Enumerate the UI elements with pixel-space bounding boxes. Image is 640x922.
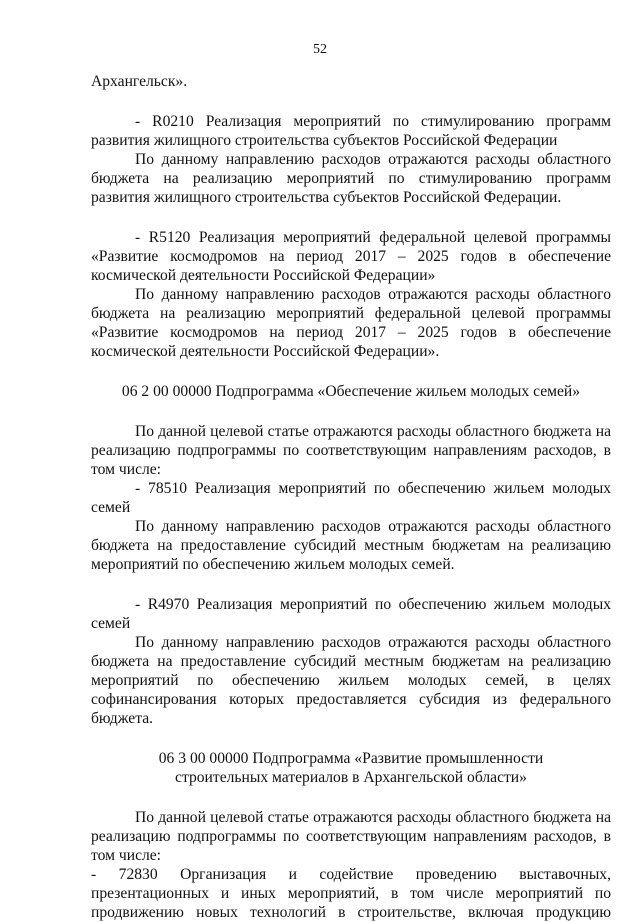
text-line: - 72830 Организация и содействие проведению выставочных, xyxy=(91,866,611,883)
text-line: развития жилищного строительства субъектов Российской Федерации. xyxy=(91,189,562,206)
text-line: космической деятельности Российской Федерации» xyxy=(91,267,436,284)
text-line: реализацию подпрограммы по соответствующим направлениям расходов, в xyxy=(91,442,611,459)
section-heading: строительных материалов в Архангельской области» xyxy=(175,769,527,786)
text-line: мероприятий по обеспечению жильем молодых семей. xyxy=(91,556,455,573)
text-line: Архангельск». xyxy=(91,73,188,90)
text-line: том числе: xyxy=(91,461,162,478)
text-line: реализацию подпрограммы по соответствующим направлениям расходов, в xyxy=(91,828,611,845)
text-line: том числе: xyxy=(91,847,162,864)
text-line: «Развитие космодромов на период 2017 – 2025 годов в обеспечение xyxy=(91,248,611,265)
text-line: бюджета на реализацию мероприятий федеральной целевой программы xyxy=(91,305,611,322)
text-line: космической деятельности Российской Федерации». xyxy=(91,343,440,360)
text-line: семей xyxy=(91,499,131,516)
text-line: По данному направлению расходов отражаются расходы областного xyxy=(135,518,611,535)
text-line: бюджета. xyxy=(91,710,154,727)
text-line: продвижению новых технологий в строительстве, включая продукцию xyxy=(91,904,611,921)
section-heading: 06 2 00 00000 Подпрограмма «Обеспечение жильем молодых семей» xyxy=(121,383,581,400)
text-line: презентационных и иных мероприятий, в том числе мероприятий по xyxy=(91,885,611,902)
text-line: - R0210 Реализация мероприятий по стимулированию программ xyxy=(135,113,611,130)
text-line: По данному направлению расходов отражаются расходы областного xyxy=(135,286,611,303)
text-line: софинансирования которых предоставляется субсидия из федерального xyxy=(91,691,611,708)
text-line: мероприятий по обеспечению жильем молодых семей, в целях xyxy=(91,672,611,689)
text-line: По данной целевой статье отражаются расходы областного бюджета на xyxy=(135,423,611,440)
text-line: - 78510 Реализация мероприятий по обеспечению жильем молодых xyxy=(135,480,611,497)
text-line: развития жилищного строительства субъектов Российской Федерации xyxy=(91,132,558,149)
text-line: семей xyxy=(91,615,131,632)
text-line: бюджета на реализацию мероприятий по стимулированию программ xyxy=(91,170,611,187)
text-line: По данной целевой статье отражаются расходы областного бюджета на xyxy=(135,809,611,826)
text-line: бюджета на предоставление субсидий местным бюджетам на реализацию xyxy=(91,653,611,670)
page-number: 52 xyxy=(313,42,327,57)
text-line: «Развитие космодромов на период 2017 – 2025 годов в обеспечение xyxy=(91,324,611,341)
text-line: По данному направлению расходов отражаются расходы областного xyxy=(135,151,611,168)
text-line: По данному направлению расходов отражаются расходы областного xyxy=(135,634,611,651)
section-heading: 06 3 00 00000 Подпрограмма «Развитие промышленности xyxy=(158,750,544,767)
document-body xyxy=(91,72,611,922)
text-line: - R4970 Реализация мероприятий по обеспечению жильем молодых xyxy=(135,596,611,613)
text-line: - R5120 Реализация мероприятий федеральной целевой программы xyxy=(135,229,611,246)
text-line: бюджета на предоставление субсидий местным бюджетам на реализацию xyxy=(91,537,611,554)
